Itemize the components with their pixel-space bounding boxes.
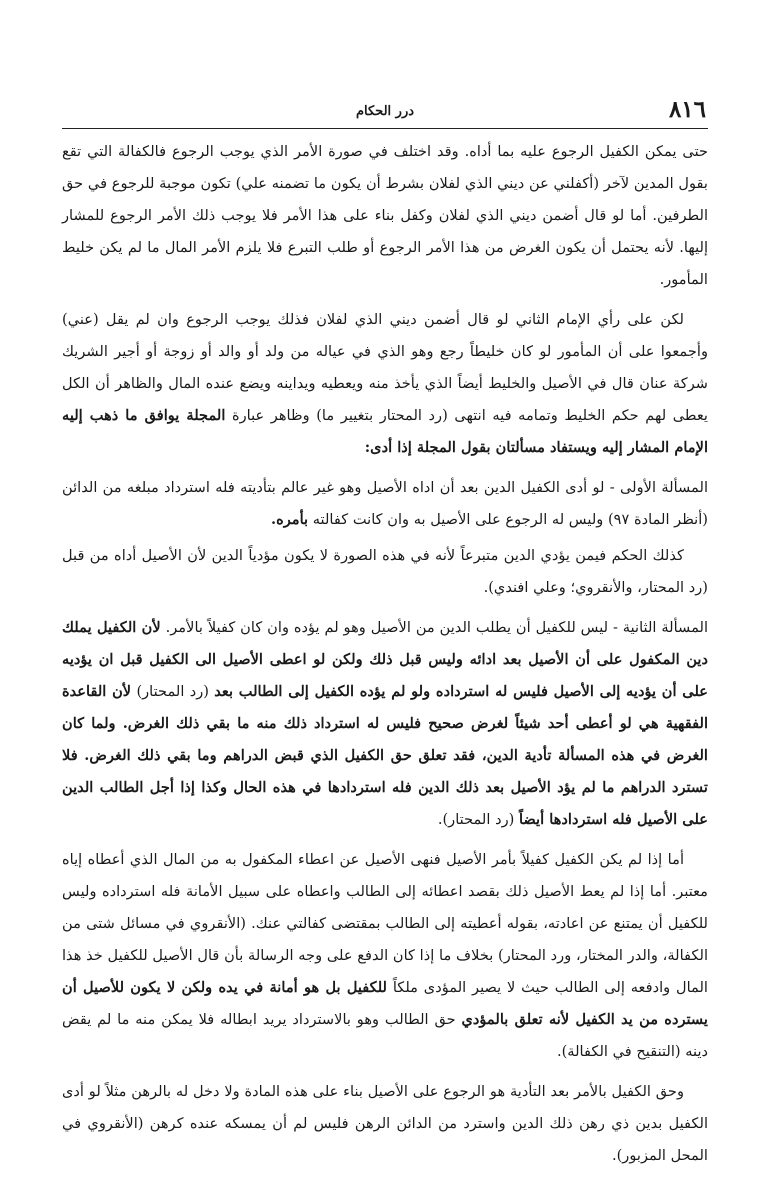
text-segment: (رد المحتار). (437, 811, 519, 828)
bold-text-segment: لأن القاعدة الفقهية هي لو أعطى أحد شيئاً لغرض صحيح فليس له استرداد ذلك منه ما بقي ذلك الغرض. ولما كان الغرض في هذه المسألة تأدية الدين، فقد تعلق حق الكفيل الذي قبض الدراهم وما بقي ذلك الغرض. فلا تسترد الدراهم ما لم يؤد الأصيل بعد ذلك الدين فله استردادها في هذه الحال وكذا إذا أجل الطالب الدين على الأصيل فله استردادها أيضاً (62, 683, 708, 828)
paragraph (62, 472, 708, 536)
text-segment: وحق الكفيل بالأمر بعد التأدية هو الرجوع على الأصيل بناء على هذه المادة ولا دخل له بالرهن مثلاً لو أدى الكفيل بدين ذي رهن ذلك الدين واسترد من الدائن الرهن فليس لم أن يمسكه عنده كرهن (الأنقروي في المحل المزبور). (62, 1083, 708, 1164)
text-segment: حتى يمكن الكفيل الرجوع عليه بما أداه. وقد اختلف في صورة الأمر الذي يوجب الرجوع فالكفالة التي تقع بقول المدين لآخر (أكفلني عن ديني الذي لفلان بشرط أن يكون ما تضمنه علي) تكون موجبة للرجوع في حق الطرفين. أما لو قال أضمن ديني الذي لفلان وكفل بناء على هذا الأمر فلا يوجب ذلك الأمر الرجوع للمشار إليها. لأنه يحتمل أن يكون الغرض من هذا الأمر الرجوع أو طلب التبرع فلا يلزم الأمر المال ما لم يكن خليط المأمور. (62, 143, 708, 288)
bold-text-segment: المجلة يوافق ما ذهب إليه الإمام المشار إليه ويستفاد مسألتان بقول المجلة إذا أدى: (62, 407, 708, 456)
text-segment: لكن على رأي الإمام الثاني لو قال أضمن ديني الذي لفلان فذلك يوجب الرجوع وان لم يقل (عني) وأجمعوا على أن المأمور لو كان خليطاً رجع وهو الذي في عياله من ولد أو والد أو زوجة أو أجير الشريك شركة عنان قال في الأصيل والخليط أيضاً الذي يأخذ منه ويعطيه ويداينه ويضع عنده المال والظاهر أن الكل يعطى لهم حكم الخليط وتمامه فيه انتهى (رد المحتار بتغيير ما) وظاهر عبارة (62, 311, 708, 424)
paragraph (62, 844, 708, 1068)
text-segment: المسألة الثانية - ليس للكفيل أن يطلب الدين من الأصيل وهو لم يؤده وان كان كفيلاً بالأمر. (160, 619, 709, 636)
paragraph (62, 136, 708, 296)
book-page (62, 0, 708, 1179)
paragraph (62, 540, 708, 604)
bold-text-segment: بأمره. (270, 511, 309, 528)
text-segment: كذلك الحكم فيمن يؤدي الدين متبرعاً لأنه في هذه الصورة لا يكون مؤدياً الدين لأن الأصيل أداه من قبل (رد المحتار، والأنقروي؛ وعلي افندي). (62, 547, 708, 596)
paragraph (62, 304, 708, 464)
page-number: ٨١٦ (668, 96, 706, 123)
body-text (62, 136, 708, 1180)
text-segment: حق الطالب وهو بالاسترداد يريد ابطاله فلا يمكن منه ما لم يقض دينه (التنقيح في الكفالة). (62, 1011, 708, 1060)
text-segment: أما إذا لم يكن الكفيل كفيلاً بأمر الأصيل فنهى الأصيل عن اعطاء المكفول به من المال الذي أعطاه إياه معتبر. أما إذا لم يعط الأصيل ذلك بقصد اعطائه إلى الطالب واعطاه على سبيل الأمانة فله استرداده وليس للكفيل أن يمتنع عن اعادته، بقوله أعطيته إلى الطالب بمقتضى كفالتي عنك. (الأنقروي في مسائل شتى من الكفالة، والدر المختار، ورد المحتار) بخلاف ما إذا كان الدفع على وجه الرسالة بأن قال الأصيل للكفيل خذ هذا المال وادفعه إلى الطالب حيث لا يصير المؤدى ملكاً (62, 851, 708, 996)
page-header (62, 88, 708, 129)
paragraph (62, 612, 708, 836)
bold-text-segment: لأن الكفيل يملك دين المكفول على أن الأصيل بعد ادائه وليس قبل ذلك ولكن لو اعطى الأصيل الى الكفيل قبل ان يؤديه على أن يؤديه إلى الأصيل فليس له استرداده ولو لم يؤده الكفيل إلى الطالب بعد (62, 619, 709, 700)
running-title: درر الحكام (355, 104, 415, 119)
bold-text-segment: للكفيل بل هو أمانة في يده ولكن لا يكون للأصيل أن يسترده من يد الكفيل لأنه تعلق بالمؤدي (62, 979, 708, 1028)
text-segment: (رد المحتار) (131, 683, 215, 700)
text-segment: المسألة الأولى - لو أدى الكفيل الدين بعد أن اداه الأصيل وهو غير عالم بتأديته فله استرداد مبلغه من الدائن (أنظر المادة ٩٧) وليس له الرجوع على الأصيل به وان كانت كفالته (62, 479, 708, 528)
paragraph (62, 1076, 708, 1172)
